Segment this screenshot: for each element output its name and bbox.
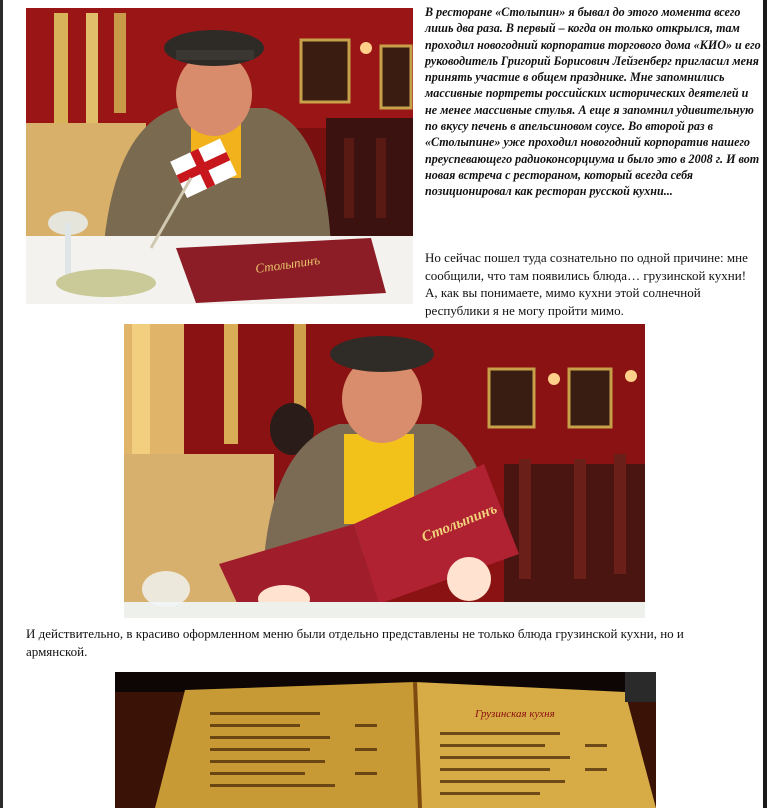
photo-man-with-flag-scene xyxy=(26,8,413,304)
photo-man-reading-menu xyxy=(124,324,645,618)
photo-open-menu-scene xyxy=(115,672,656,808)
photo1-menu-logo: Столыпинъ xyxy=(254,252,321,276)
photo-man-reading-menu-scene xyxy=(124,324,645,618)
intro-italic-paragraph: В ресторане «Столыпин» я бывал до этого момента всего лишь два раза. В первый – когда он только открылся, там проходил новогодний корпоратив торгового дома «КИО» и его руководитель Григорий Борисович Лейзенберг пригласил меня принять участие в общем празднике. Мне запомнились массивные портреты российских исторических деятелей и не менее массивные стулья. А еще я запомнил удивительную по вкусу печень в апельсиновом соусе. Во второй раз в «Столыпине» уже проходил новогодний корпоратив нашего преуспевающего радиоконсорциума и было это в 2008 г. И вот новая встреча с рестораном, который всегда себя позиционировал как ресторан русской кухни... xyxy=(425,5,761,199)
photo3-menu-heading: Грузинская кухня xyxy=(475,708,555,720)
page-frame-left xyxy=(0,0,3,808)
photo2-menu-logo: Столыпинъ xyxy=(419,500,500,546)
georgian-cuisine-paragraph: Но сейчас пошел туда сознательно по одной причине: мне сообщили, что там появились блюда… грузинской кухни! А, как вы понимаете, мимо кухни этой солнечной республики я не могу пройти мимо. xyxy=(425,250,748,318)
photo-open-menu xyxy=(115,672,656,808)
photo-man-with-flag xyxy=(26,8,413,304)
page-frame-right xyxy=(763,0,767,808)
menu-paragraph: И действительно, в красиво оформленном меню были отдельно представлены не только блюда грузинской кухни, но и армянской. xyxy=(26,626,684,659)
